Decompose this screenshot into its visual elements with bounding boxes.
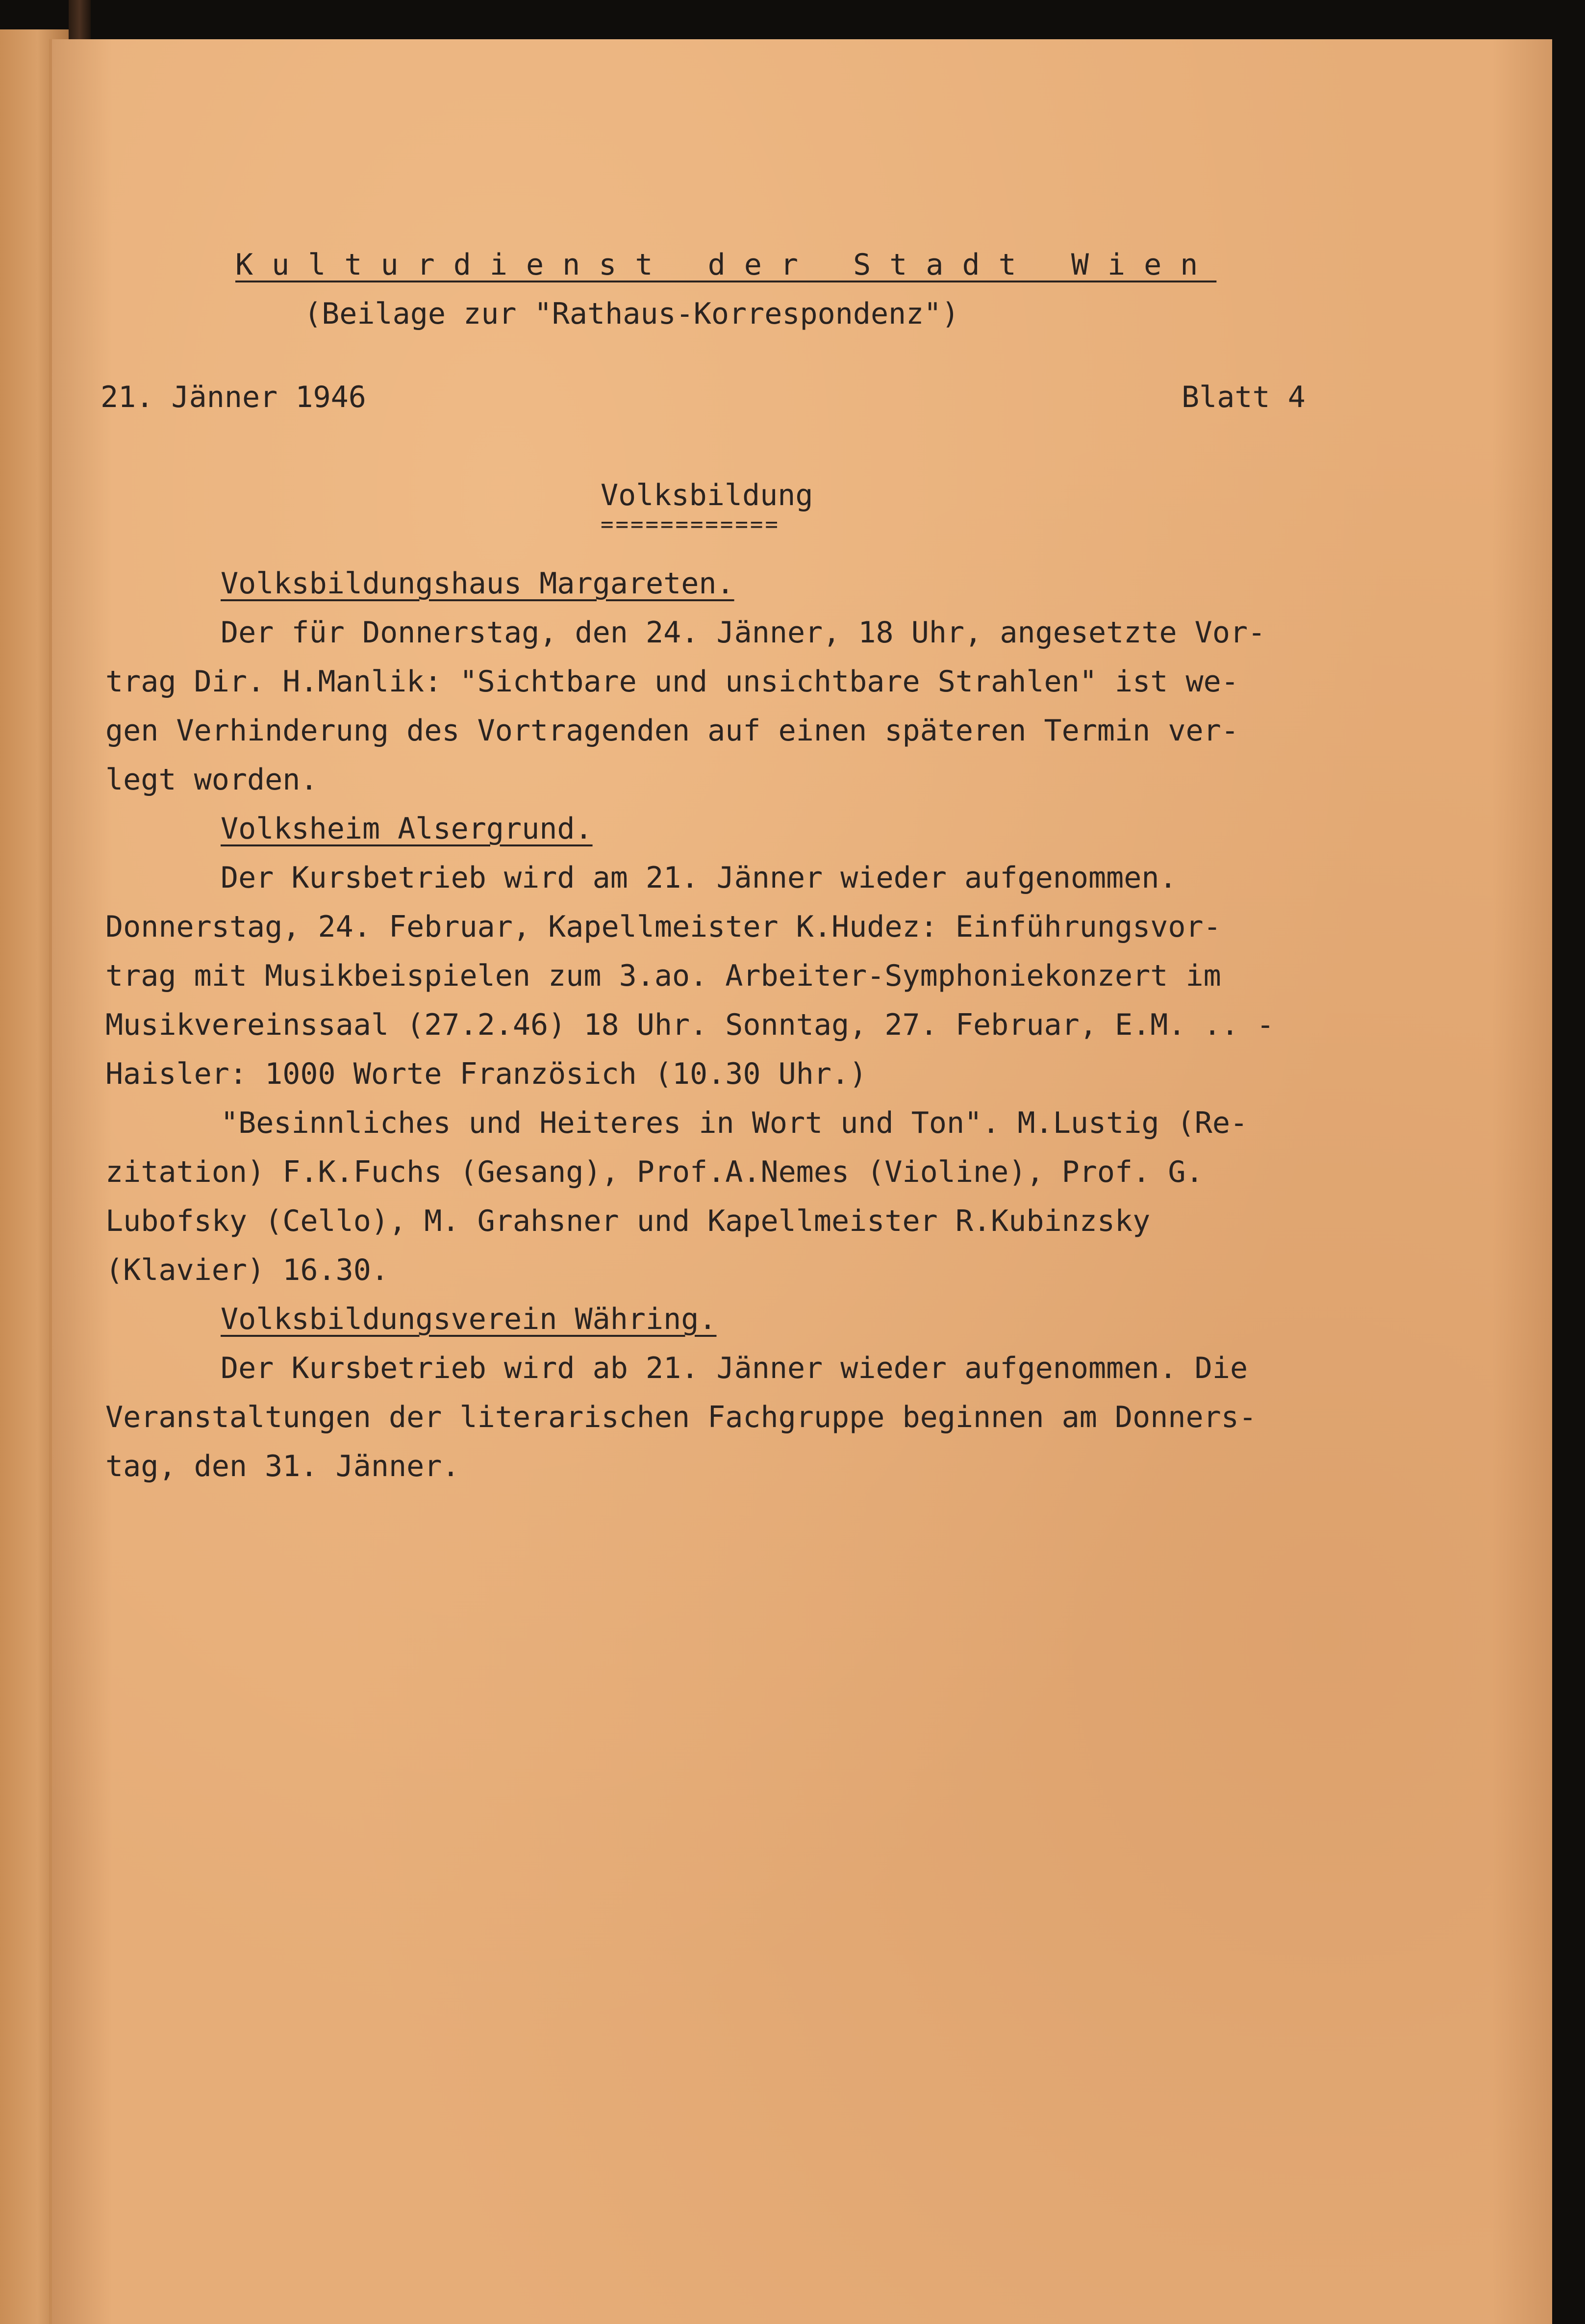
entry-line: trag Dir. H.Manlik: "Sichtbare und unsichtbare Strahlen" ist we- xyxy=(105,664,1239,699)
entry-line: gen Verhinderung des Vortragenden auf einen späteren Termin ver- xyxy=(105,714,1239,748)
section-title: Volksbildung xyxy=(601,478,813,512)
entry-line: Musikvereinssaal (27.2.46) 18 Uhr. Sonntag, 27. Februar, E.M. .. - xyxy=(105,1008,1275,1042)
sheet-number: Blatt 4 xyxy=(1182,380,1306,414)
document-title: Kulturdienst der Stadt Wien xyxy=(235,248,1217,282)
entry-heading: Volksheim Alsergrund. xyxy=(221,812,593,846)
entry-line: Veranstaltungen der literarischen Fachgruppe beginnen am Donners- xyxy=(105,1400,1257,1434)
entry-line: trag mit Musikbeispielen zum 3.ao. Arbeiter-Symphoniekonzert im xyxy=(105,959,1221,993)
entry-line: (Klavier) 16.30. xyxy=(105,1253,389,1287)
entry-line: tag, den 31. Jänner. xyxy=(105,1449,460,1483)
entry-line: Haisler: 1000 Worte Französich (10.30 Uhr.) xyxy=(105,1057,867,1091)
entry-heading: Volksbildungsverein Währing. xyxy=(221,1302,717,1336)
entry-line: Der Kursbetrieb wird ab 21. Jänner wieder aufgenommen. Die xyxy=(221,1351,1248,1385)
document-date: 21. Jänner 1946 xyxy=(101,380,366,414)
entry-line: legt worden. xyxy=(105,763,318,797)
entry-line: Donnerstag, 24. Februar, Kapellmeister K.Hudez: Einführungsvor- xyxy=(105,910,1221,944)
entry-line: zitation) F.K.Fuchs (Gesang), Prof.A.Nemes (Violine), Prof. G. xyxy=(105,1155,1204,1189)
entry-line: Der für Donnerstag, den 24. Jänner, 18 Uhr, angesetzte Vor- xyxy=(221,615,1266,650)
entry-line: Der Kursbetrieb wird am 21. Jänner wieder aufgenommen. xyxy=(221,861,1177,895)
entry-line: "Besinnliches und Heiteres in Wort und Ton". M.Lustig (Re- xyxy=(221,1106,1248,1140)
entry-line: Lubofsky (Cello), M. Grahsner und Kapellmeister R.Kubinzsky xyxy=(105,1204,1151,1238)
document-subtitle: (Beilage zur "Rathaus-Korrespondenz") xyxy=(304,297,959,331)
entry-heading: Volksbildungshaus Margareten. xyxy=(221,566,734,601)
section-title-rule: ============ xyxy=(601,512,780,537)
